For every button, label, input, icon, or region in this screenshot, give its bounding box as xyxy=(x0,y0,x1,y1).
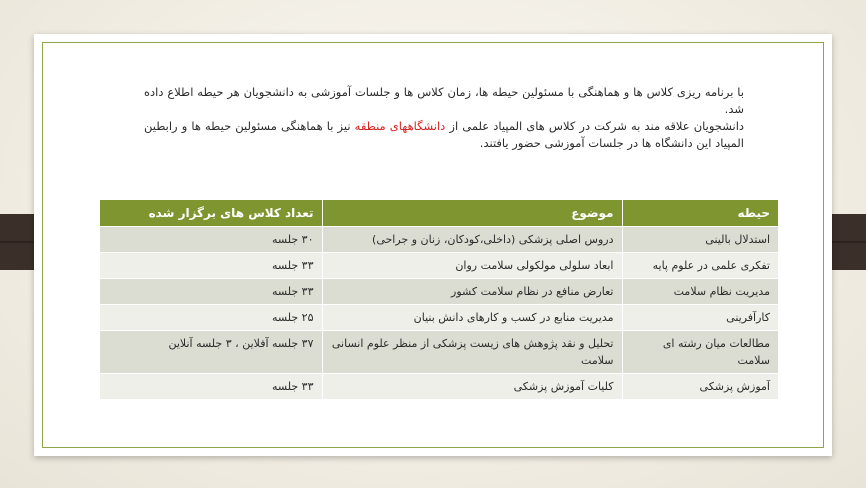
cell-topic: ابعاد سلولی مولکولی سلامت روان xyxy=(322,253,622,279)
header-topic: موضوع xyxy=(322,200,622,227)
table-row xyxy=(100,331,778,374)
paragraph-line-2-end: نیز با هماهنگی مسئولین حیطه ها و رابطین المپیاد این دانشگاه ها در جلسات آموزشی حضور یافتند. xyxy=(144,119,744,150)
highlighted-term: دانشگاههای منطقه xyxy=(354,119,446,133)
olympiad-classes-table xyxy=(100,200,778,399)
cell-sessions: ۳۳ جلسه xyxy=(100,374,322,400)
cell-area: مطالعات میان رشته ای سلامت xyxy=(622,331,778,374)
slide xyxy=(34,34,832,456)
cell-sessions: ۳۳ جلسه xyxy=(100,253,322,279)
table-row xyxy=(100,227,778,253)
cell-area: تفکری علمی در علوم پایه xyxy=(622,253,778,279)
cell-area: آموزش پزشکی xyxy=(622,374,778,400)
paragraph-line-2-start: دانشجویان علاقه مند به شرکت در کلاس های المپیاد علمی از xyxy=(445,119,745,133)
cell-area: استدلال بالینی xyxy=(622,227,778,253)
table-row xyxy=(100,279,778,305)
table-header-row xyxy=(100,200,778,227)
cell-sessions: ۲۵ جلسه xyxy=(100,305,322,331)
paragraph-line-2 xyxy=(144,118,744,152)
cell-topic: تحلیل و نقد پژوهش های زیست پزشکی از منظر علوم انسانی سلامت xyxy=(322,331,622,374)
cell-sessions: ۳۰ جلسه xyxy=(100,227,322,253)
header-area: حیطه xyxy=(622,200,778,227)
table-row xyxy=(100,305,778,331)
cell-topic: کلیات آموزش پزشکی xyxy=(322,374,622,400)
slide-paragraph xyxy=(144,84,744,152)
table-row xyxy=(100,374,778,400)
cell-topic: مدیریت منابع در کسب و کارهای دانش بنیان xyxy=(322,305,622,331)
paragraph-line-1: با برنامه ریزی کلاس ها و هماهنگی با مسئولین حیطه ها، زمان کلاس ها و جلسات آموزشی به دانشجویان هر حیطه اطلاع داده شد. xyxy=(144,85,744,116)
cell-topic: دروس اصلی پزشکی (داخلی،کودکان، زنان و جراحی) xyxy=(322,227,622,253)
table-row xyxy=(100,253,778,279)
cell-area: کارآفرینی xyxy=(622,305,778,331)
cell-sessions: ۳۳ جلسه xyxy=(100,279,322,305)
cell-sessions: ۳۷ جلسه آفلاین ، ۳ جلسه آنلاین xyxy=(100,331,322,374)
cell-topic: تعارض منافع در نظام سلامت کشور xyxy=(322,279,622,305)
cell-area: مدیریت نظام سلامت xyxy=(622,279,778,305)
header-sessions: تعداد کلاس های برگزار شده xyxy=(100,200,322,227)
